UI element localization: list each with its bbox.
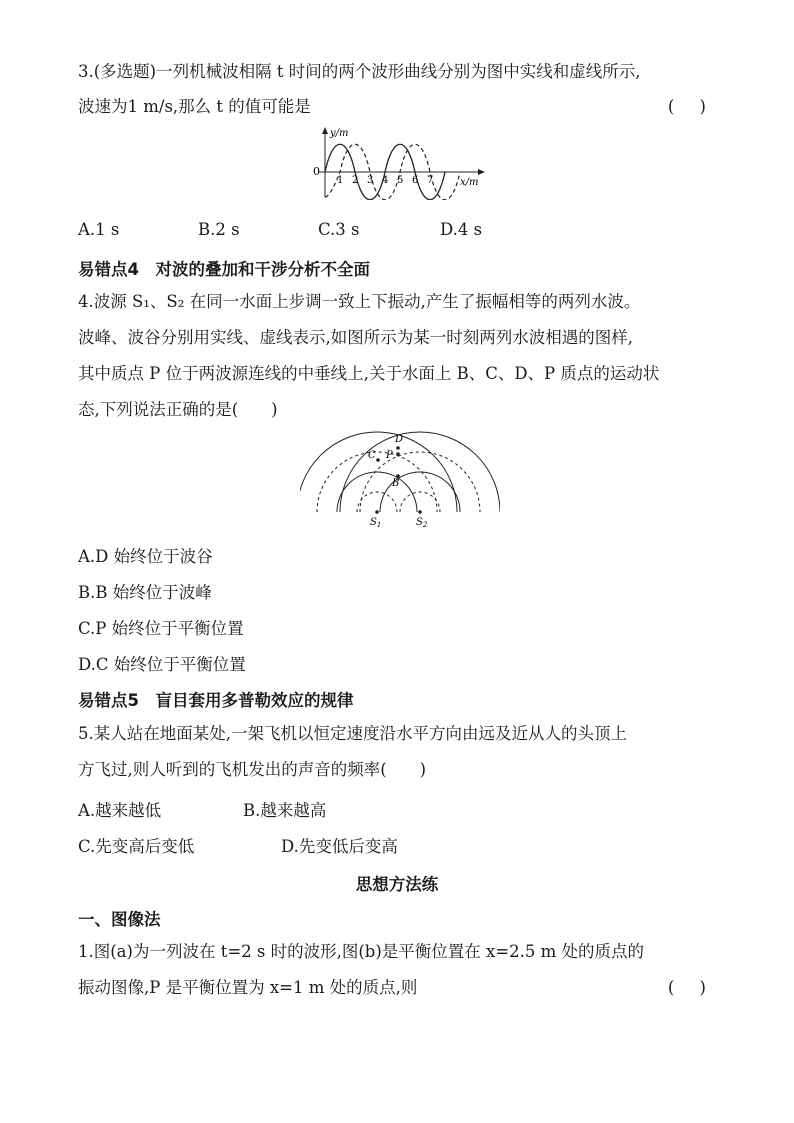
q3-tick-5: 5 <box>397 175 404 186</box>
q4-option-b[interactable]: B.B 始终位于波峰 <box>78 583 212 602</box>
q3-wave-graph <box>305 125 495 200</box>
q4-label-p: P <box>386 450 393 461</box>
methods-title: 思想方法练 <box>355 875 439 894</box>
q4-interference-figure <box>300 430 500 530</box>
q4-label-s1: $S_1$ <box>370 517 382 529</box>
q3-line-2: 波速为1 m/s,那么 t 的值可能是 <box>78 97 311 116</box>
q3-tick-1: 1 <box>337 175 344 186</box>
q3-tick-6: 6 <box>412 175 419 186</box>
q5-line-2: 方飞过,则人听到的飞机发出的声音的频率( ) <box>78 760 427 779</box>
q5-option-b[interactable]: B.越来越高 <box>243 801 327 820</box>
q3-option-a[interactable]: A.1 s <box>78 220 120 239</box>
q3-option-d[interactable]: D.4 s <box>440 220 483 239</box>
q4-option-c[interactable]: C.P 始终位于平衡位置 <box>78 619 244 638</box>
methods-sub-heading: 一、图像法 <box>78 910 161 929</box>
q4-option-d[interactable]: D.C 始终位于平衡位置 <box>78 655 246 674</box>
methods-q1-line-2: 振动图像,P 是平衡位置为 x=1 m 处的质点,则 <box>78 978 418 997</box>
q4-label-s2: $S_2$ <box>416 517 428 529</box>
q4-line-2: 波峰、波谷分别用实线、虚线表示,如图所示为某一时刻两列水波相遇的图样, <box>78 328 633 347</box>
q5-line-1: 5.某人站在地面某处,一架飞机以恒定速度沿水平方向由远及近从人的头顶上 <box>78 724 627 743</box>
q3-option-c[interactable]: C.3 s <box>318 220 360 239</box>
q3-tick-3: 3 <box>367 175 374 186</box>
q4-line-3: 其中质点 P 位于两波源连线的中垂线上,关于水面上 B、C、D、P 质点的运动状 <box>78 364 660 383</box>
q5-option-d[interactable]: D.先变低后变高 <box>281 837 398 856</box>
q3-option-b[interactable]: B.2 s <box>198 220 240 239</box>
section-5-heading: 易错点5 盲目套用多普勒效应的规律 <box>78 691 354 710</box>
q3-tick-4: 4 <box>382 175 389 186</box>
q4-option-a[interactable]: A.D 始终位于波谷 <box>78 547 213 566</box>
q4-label-c: C <box>368 450 376 461</box>
q5-option-c[interactable]: C.先变高后变低 <box>78 837 195 856</box>
q5-option-a[interactable]: A.越来越低 <box>78 801 162 820</box>
q3-x-label: x/m <box>460 177 479 188</box>
q4-label-b: B <box>392 478 400 489</box>
q3-line-1: 3.(多选题)一列机械波相隔 t 时间的两个波形曲线分别为图中实线和虚线所示, <box>78 62 641 81</box>
q4-label-d: D <box>395 434 404 445</box>
methods-q1-line-1: 1.图(a)为一列波在 t=2 s 时的波形,图(b)是平衡位置在 x=2.5 m 处的质点的 <box>78 942 645 961</box>
q3-answer-paren: ( ) <box>667 97 716 116</box>
q4-line-4: 态,下列说法正确的是( ) <box>78 400 278 419</box>
q3-y-label: y/m <box>330 128 349 139</box>
q3-tick-7: 7 <box>427 175 434 186</box>
q3-origin-label: 0 <box>313 165 320 178</box>
methods-q1-answer-paren: ( ) <box>667 978 716 997</box>
q4-line-1: 4.波源 S₁、S₂ 在同一水面上步调一致上下振动,产生了振幅相等的两列水波。 <box>78 292 641 311</box>
section-4-heading: 易错点4 对波的叠加和干涉分析不全面 <box>78 260 370 279</box>
q3-tick-2: 2 <box>352 175 359 186</box>
